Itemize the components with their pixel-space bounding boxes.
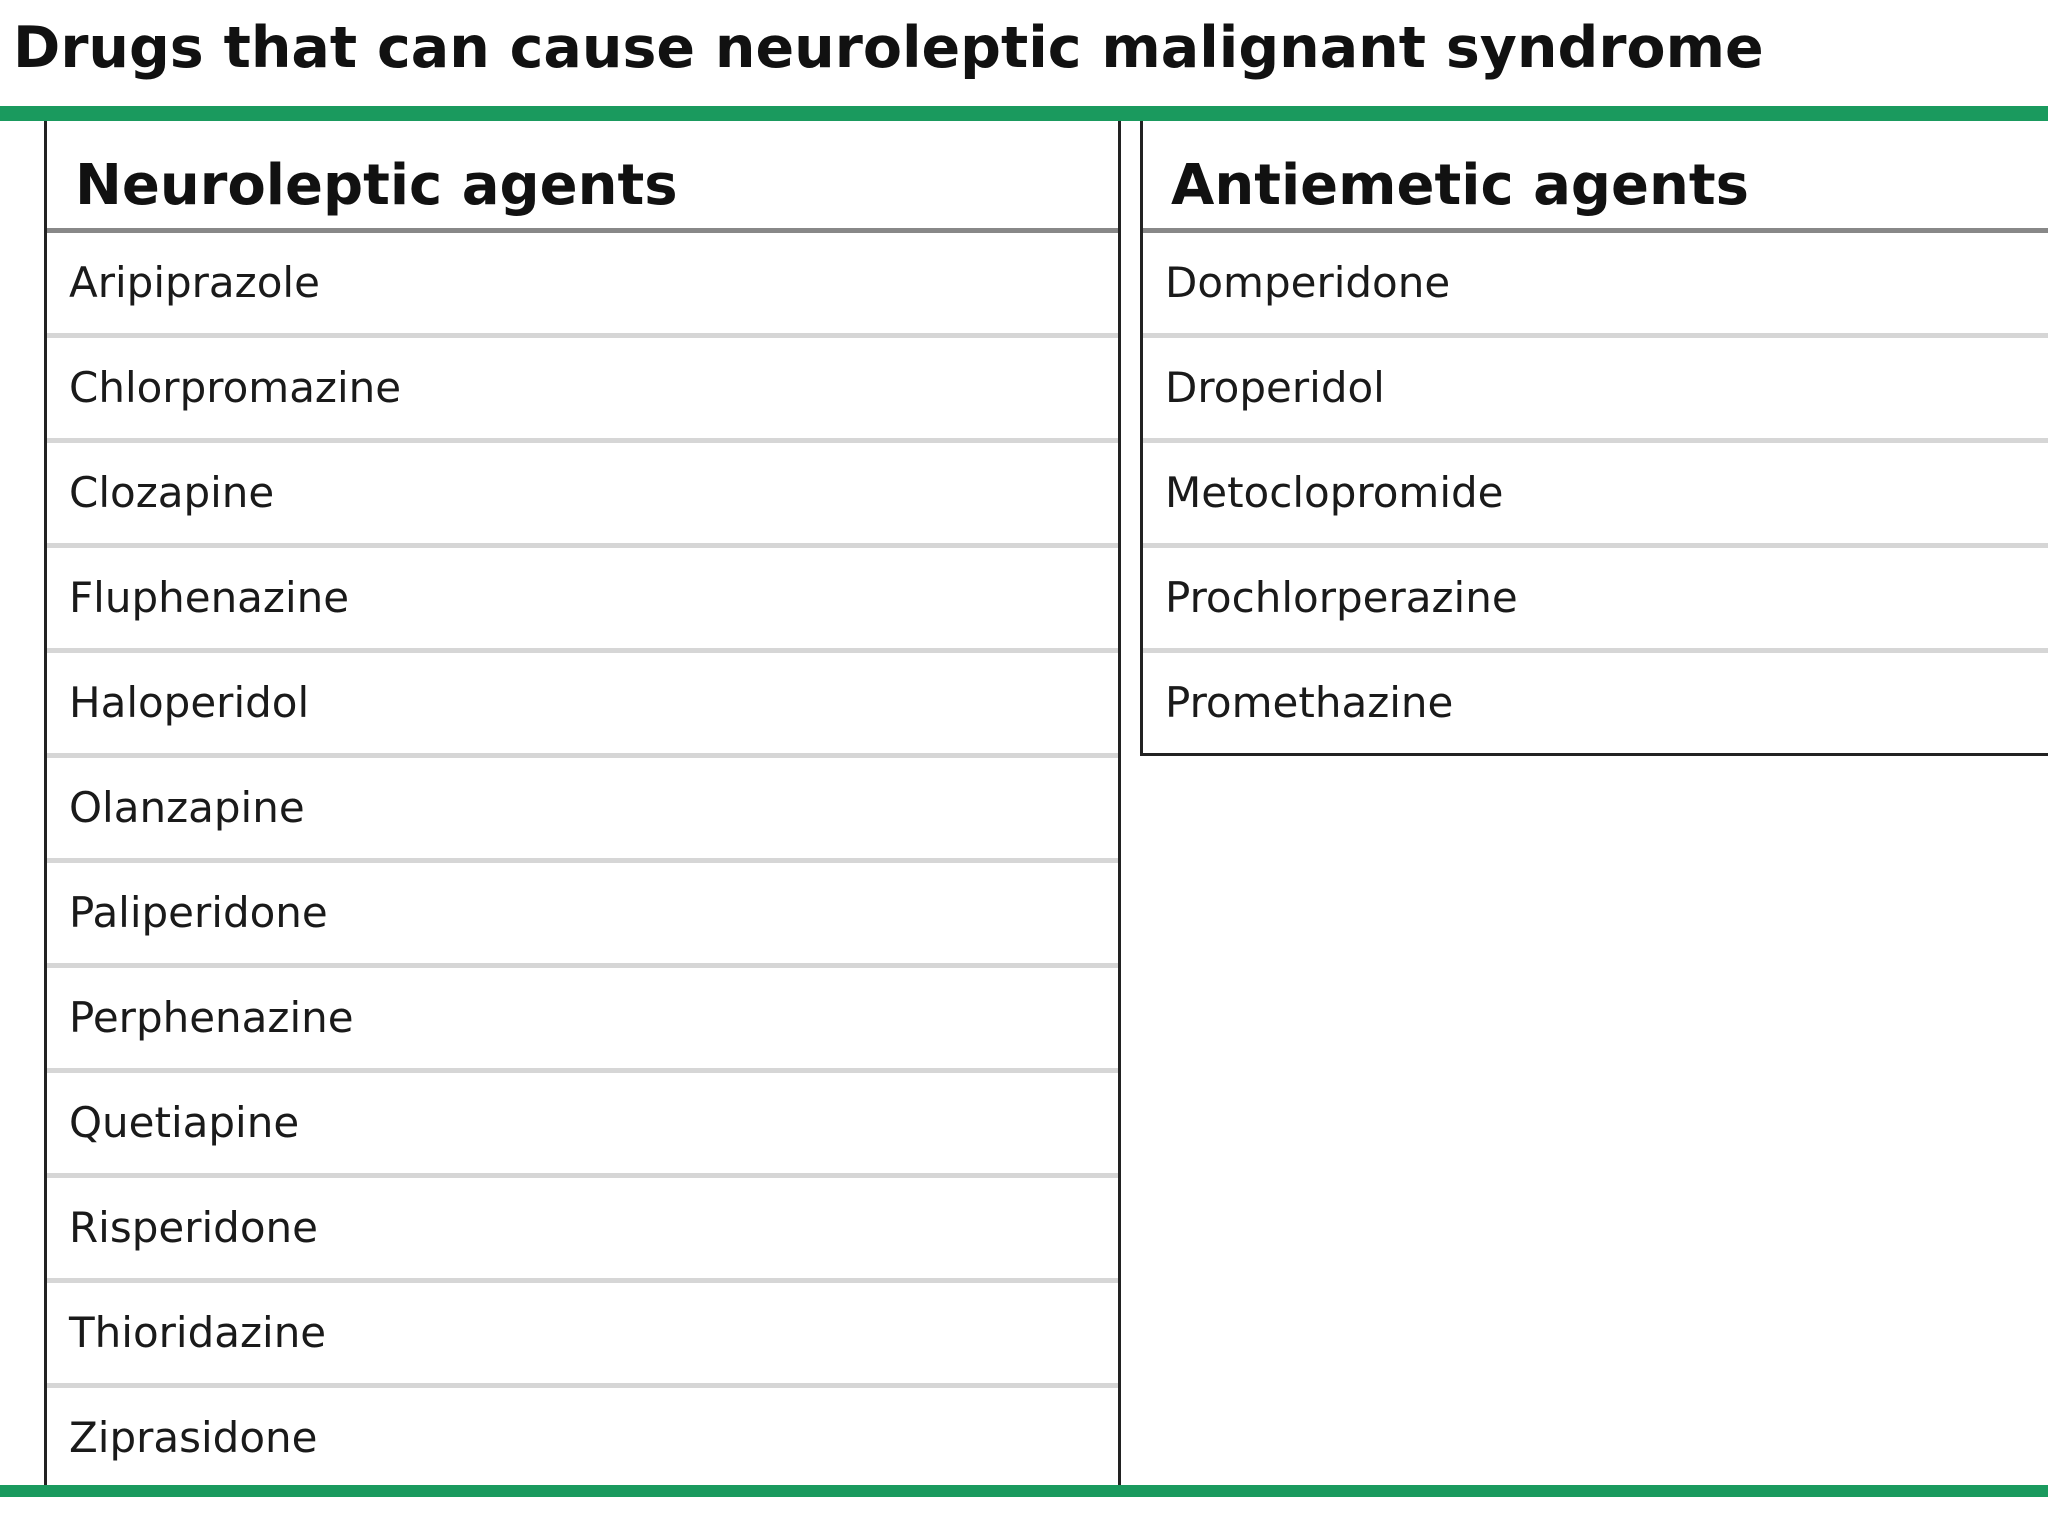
table-title: Drugs that can cause neuroleptic malignant syndrome — [13, 15, 1764, 81]
top-accent-rule — [0, 106, 2048, 121]
list-item: Risperidone — [47, 1178, 1118, 1283]
neuroleptic-agents-column — [44, 121, 1121, 1485]
list-item: Promethazine — [1165, 678, 1454, 727]
bottom-accent-rule — [0, 1485, 2048, 1497]
list-item: Haloperidol — [47, 653, 1118, 758]
list-item: Quetiapine — [47, 1073, 1118, 1178]
list-item: Chlorpromazine — [47, 338, 1118, 443]
list-item: Thioridazine — [47, 1283, 1118, 1388]
list-item: Fluphenazine — [47, 548, 1118, 653]
list-item: Metoclopromide — [1143, 443, 2048, 548]
column-heading: Neuroleptic agents — [47, 121, 1118, 233]
list-item: Perphenazine — [47, 968, 1118, 1073]
list-item: Droperidol — [1143, 338, 2048, 443]
antiemetic-agents-column — [1140, 121, 2048, 756]
list-item: Aripiprazole — [47, 233, 1118, 338]
list-item: Domperidone — [1143, 233, 2048, 338]
column-heading: Antiemetic agents — [1143, 121, 2048, 233]
list-item: Paliperidone — [47, 863, 1118, 968]
list-item: Clozapine — [47, 443, 1118, 548]
list-item: Olanzapine — [47, 758, 1118, 863]
list-item: Prochlorperazine — [1143, 548, 2048, 653]
list-item: Ziprasidone — [47, 1388, 1118, 1493]
